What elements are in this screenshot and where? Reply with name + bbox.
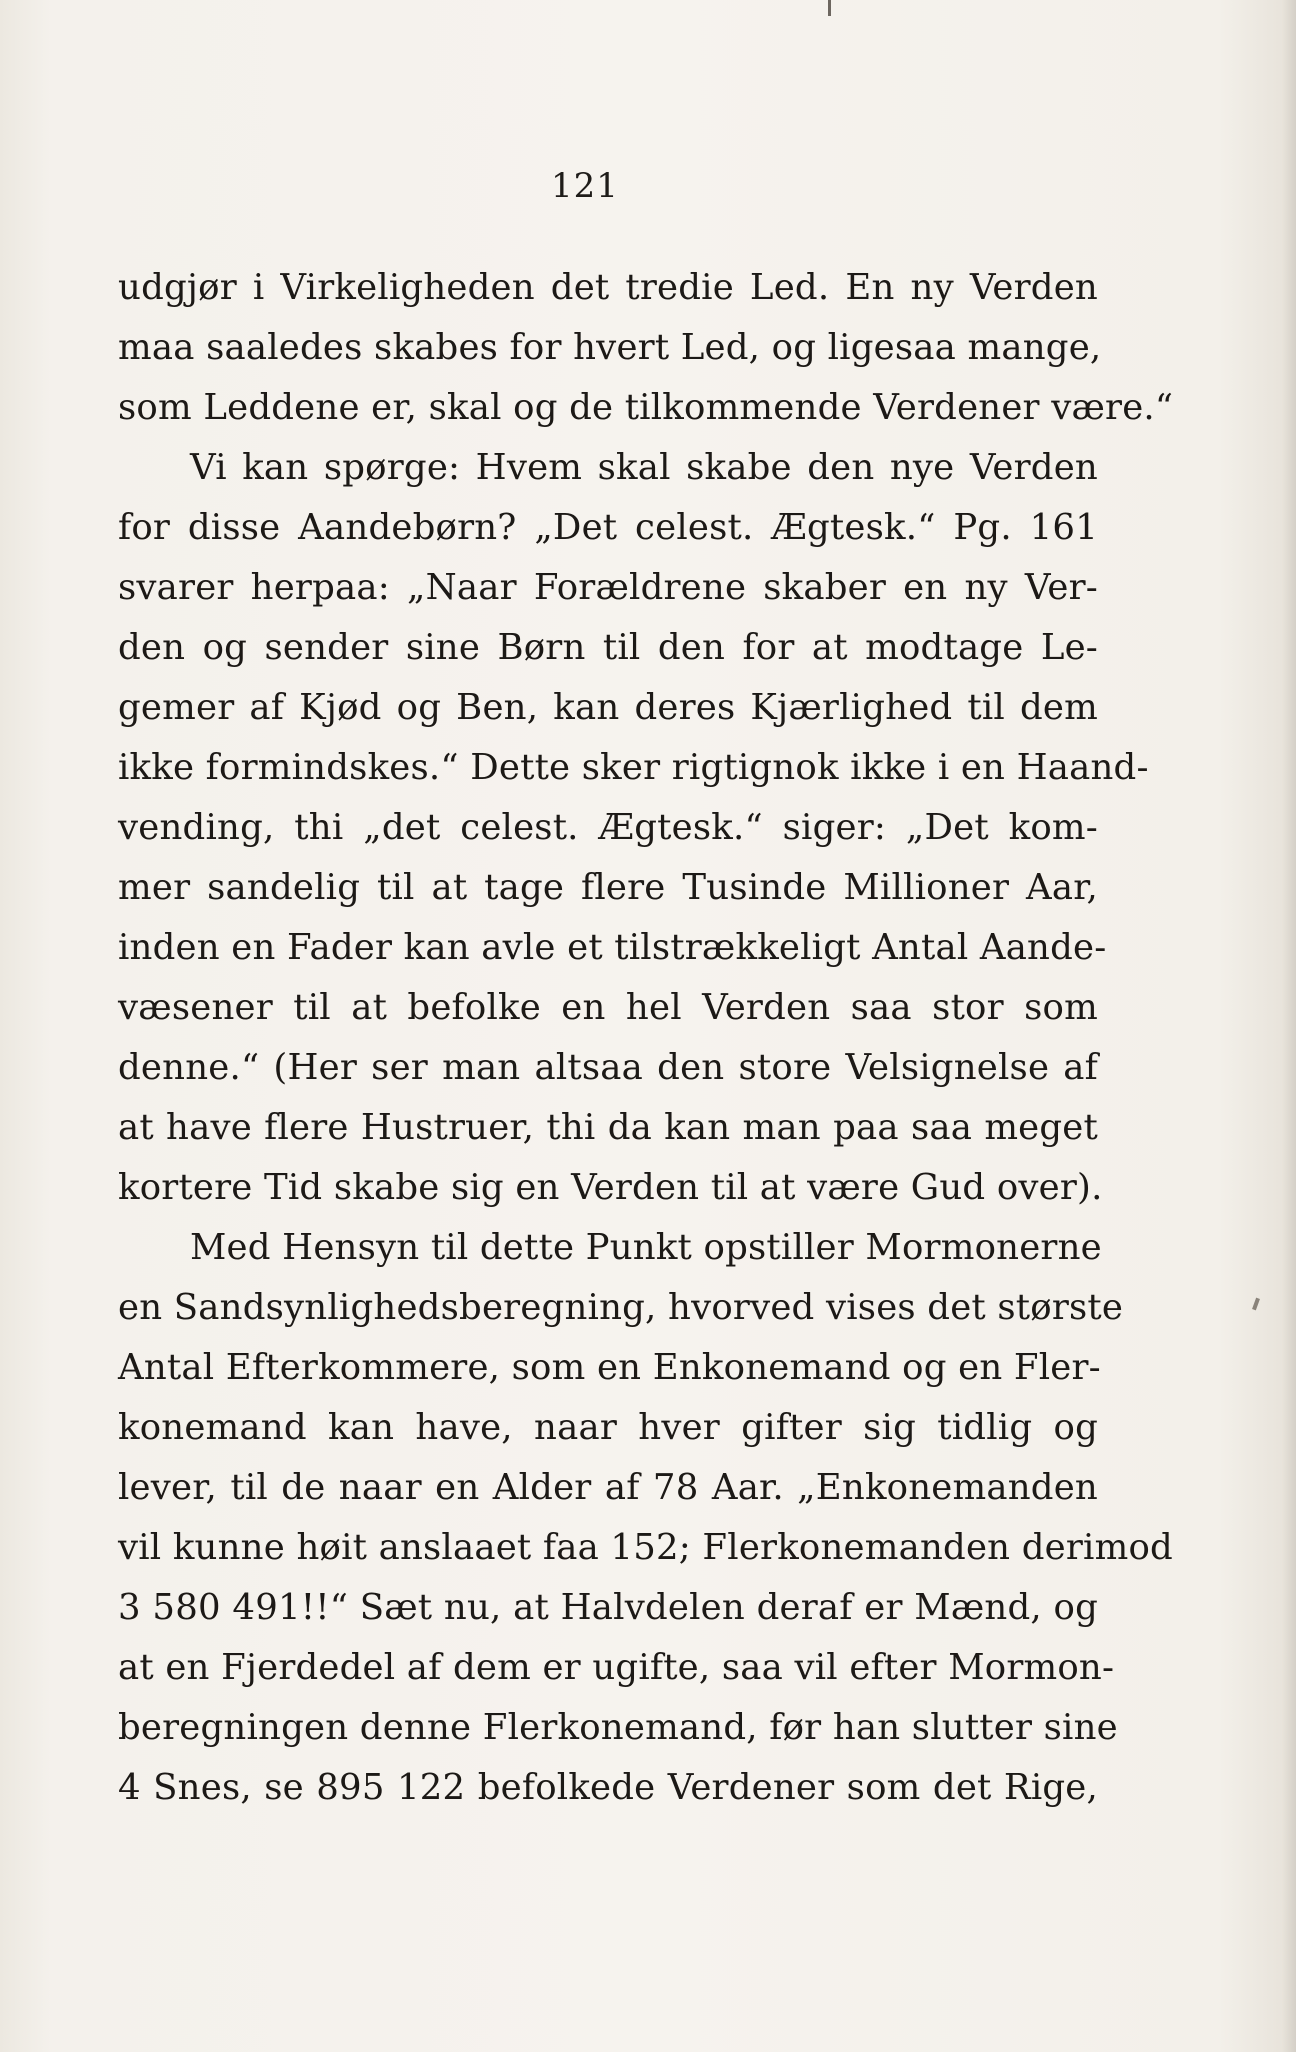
text-line: 4 Snes, se 895 122 befolkede Verdener som det Rige, [118, 1767, 1098, 1808]
text-line: en Sandsynlighedsberegning, hvorved vises det største [118, 1287, 1124, 1328]
text-line: maa saaledes skabes for hvert Led, og ligesaa mange, [118, 327, 1102, 368]
text-line: Antal Efterkommere, som en Enkonemand og en Fler- [118, 1347, 1101, 1388]
text-line: at en Fjerdedel af dem er ugifte, saa vil efter Mormon- [118, 1647, 1115, 1688]
text-line: denne.“ (Her ser man altsaa den store Velsignelse af [118, 1047, 1098, 1088]
text-line: Vi kan spørge: Hvem skal skabe den nye Verden [190, 447, 1098, 488]
text-line: inden en Fader kan avle et tilstrækkeligt Antal Aande- [118, 927, 1107, 968]
text-line: for disse Aandebørn? „Det celest. Ægtesk.“ Pg. 161 [118, 507, 1098, 548]
text-line: mer sandelig til at tage flere Tusinde Millioner Aar, [118, 867, 1098, 908]
text-line: 3 580 491!!“ Sæt nu, at Halvdelen deraf er Mænd, og [118, 1587, 1098, 1628]
text-line: beregningen denne Flerkonemand, før han slutter sine [118, 1707, 1118, 1748]
text-line: Med Hensyn til dette Punkt opstiller Mormonerne [190, 1227, 1102, 1268]
text-line: udgjør i Virkeligheden det tredie Led. En ny Verden [118, 267, 1098, 308]
page-number: 121 [551, 166, 619, 206]
text-line: gemer af Kjød og Ben, kan deres Kjærlighed til dem [118, 687, 1098, 728]
text-line: kortere Tid skabe sig en Verden til at være Gud over). [118, 1167, 1103, 1208]
text-line: at have flere Hustruer, thi da kan man paa saa meget [118, 1107, 1098, 1148]
text-line: svarer herpaa: „Naar Forældrene skaber en ny Ver- [118, 567, 1098, 608]
paper-speck [1252, 1298, 1260, 1311]
text-line: den og sender sine Børn til den for at modtage Le- [118, 627, 1098, 668]
text-line: vending, thi „det celest. Ægtesk.“ siger: „Det kom- [118, 807, 1098, 848]
text-line: vil kunne høit anslaaet faa 152; Flerkonemanden derimod [118, 1527, 1173, 1568]
text-line: som Leddene er, skal og de tilkommende Verdener være.“ [118, 387, 1174, 428]
text-line: ikke formindskes.“ Dette sker rigtignok ikke i en Haand- [118, 747, 1149, 788]
scan-mark [828, 0, 831, 16]
page-edge-shadow [1282, 0, 1296, 2052]
text-line: lever, til de naar en Alder af 78 Aar. „Enkonemanden [118, 1467, 1098, 1508]
body-text [118, 258, 1174, 1818]
text-line: konemand kan have, naar hver gifter sig tidlig og [118, 1407, 1098, 1448]
text-line: væsener til at befolke en hel Verden saa stor som [118, 987, 1098, 1028]
